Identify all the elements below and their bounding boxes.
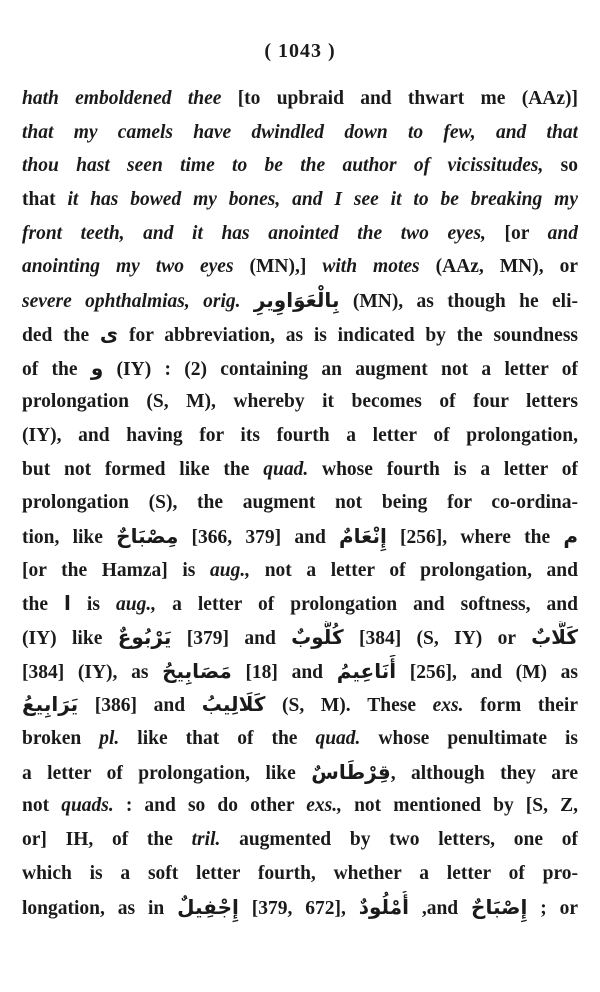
- arabic-word: إِجْفِيلٌ: [177, 894, 239, 919]
- text-line: [22, 587, 578, 621]
- italic-text: quads.: [61, 795, 114, 817]
- arabic-word: كَلَّابٌ: [531, 625, 578, 649]
- text-segment: [386] and: [78, 695, 202, 717]
- arabic-word: ى: [99, 321, 119, 346]
- text-line: [22, 789, 578, 823]
- arabic-word: إِصْبَاحٌ: [471, 894, 528, 919]
- text-body: [22, 82, 578, 924]
- text-segment: prolongation (S), the augment not being for co-ordina-: [22, 492, 578, 514]
- text-segment: [384] (S, IY) or: [343, 628, 532, 649]
- text-line: [22, 453, 578, 487]
- text-segment: not mentioned by [S, Z,: [341, 795, 578, 817]
- italic-text: it has bowed my bones, and I see it to be breaking my: [67, 189, 578, 211]
- text-segment: [384] (IY), as: [22, 661, 163, 683]
- text-segment: a letter of prolongation and softness, and: [156, 594, 578, 616]
- text-line: [22, 284, 578, 318]
- text-segment: (IY) like: [22, 628, 118, 649]
- text-segment: (S, M). These: [265, 695, 433, 717]
- text-line: [22, 554, 578, 588]
- arabic-word: و: [90, 355, 104, 380]
- text-segment: that: [22, 189, 68, 211]
- italic-text: and: [547, 222, 578, 244]
- italic-text: exs.,: [306, 795, 342, 817]
- italic-text: with motes: [322, 256, 420, 278]
- text-segment: which is a soft letter fourth, whether a letter of pro-: [22, 862, 578, 884]
- italic-text: that my camels have dwindled down to few, and that: [22, 121, 578, 143]
- arabic-word: يَرَابِيعُ: [22, 692, 79, 717]
- text-segment: not: [22, 795, 62, 817]
- text-segment: for abbreviation, as is indicated by the soundness: [118, 324, 578, 346]
- text-segment: ,and: [408, 897, 472, 919]
- text-segment: not a letter of prolongation, and: [250, 559, 578, 581]
- text-line: [22, 857, 578, 891]
- text-segment: [240, 291, 253, 312]
- italic-text: anointing my two eyes: [22, 256, 234, 278]
- text-segment: longation, as in: [22, 897, 178, 919]
- text-line: [22, 722, 578, 756]
- arabic-word: ا: [64, 591, 71, 616]
- text-segment: [256], where the: [386, 526, 564, 548]
- text-line: [22, 149, 578, 183]
- text-segment: : and so do other: [113, 795, 307, 817]
- italic-text: exs.: [432, 695, 464, 717]
- text-segment: [18] and: [231, 661, 337, 683]
- text-segment: tion, like: [22, 526, 117, 548]
- text-segment: (IY), and having for its fourth a letter of prolongation,: [22, 424, 578, 446]
- text-segment: ; or: [527, 897, 578, 919]
- text-line: [22, 318, 578, 352]
- arabic-word: مَصَابِيحُ: [162, 658, 232, 683]
- text-segment: the: [22, 594, 65, 616]
- arabic-word: م: [563, 523, 578, 548]
- text-segment: (MN), as though he eli-: [339, 291, 578, 313]
- italic-text: aug.,: [115, 594, 157, 616]
- text-line: [22, 621, 578, 655]
- text-line: [22, 116, 578, 150]
- italic-text: front teeth, and it has anointed the two eyes,: [22, 222, 486, 244]
- text-line: [22, 823, 578, 857]
- text-line: [22, 486, 578, 520]
- italic-text: tril.: [191, 829, 221, 851]
- italic-text: quad.: [263, 458, 309, 480]
- text-segment: prolongation (S, M), whereby it becomes of four letters: [22, 391, 578, 413]
- text-line: [22, 385, 578, 419]
- text-segment: augmented by two letters, one of: [220, 829, 578, 851]
- text-line: [22, 82, 578, 116]
- text-segment: of the: [22, 358, 91, 380]
- text-line: [22, 688, 578, 722]
- arabic-word: كَلَالِيبُ: [201, 692, 266, 717]
- text-segment: [379, 672],: [238, 897, 359, 919]
- arabic-word: بِالْعَوَاوِيرِ: [253, 288, 340, 313]
- italic-text: pl.: [99, 728, 120, 750]
- text-segment: [or the Hamza] is: [22, 559, 210, 581]
- text-segment: is: [70, 594, 116, 616]
- text-line: [22, 756, 578, 790]
- arabic-word: مِصْبَاحٌ: [116, 523, 179, 548]
- text-segment: [to upbraid and thwart me (AAz)]: [221, 88, 578, 109]
- text-segment: whose penultimate is: [360, 728, 578, 750]
- text-line: [22, 520, 578, 554]
- text-segment: [or: [485, 222, 548, 244]
- italic-text: severe ophthalmias, orig.: [22, 291, 241, 313]
- text-line: [22, 217, 578, 251]
- text-segment: (AAz, MN), or: [419, 256, 578, 278]
- text-segment: ded the: [22, 324, 100, 346]
- text-segment: , although they are: [390, 762, 578, 784]
- arabic-word: أُمْلُودٌ: [358, 894, 409, 919]
- text-segment: so: [543, 155, 578, 177]
- text-line: [22, 655, 578, 689]
- arabic-word: إِنْعَامٌ: [339, 523, 387, 548]
- text-line: [22, 352, 578, 386]
- text-segment: [379] and: [171, 628, 292, 649]
- italic-text: hath emboldened thee: [22, 88, 222, 109]
- text-segment: (MN),]: [233, 256, 323, 278]
- page-number: ( 1043 ): [264, 40, 336, 62]
- arabic-word: يَرْبُوعٌ: [117, 625, 172, 649]
- text-segment: but not formed like the: [22, 458, 264, 480]
- text-segment: [366, 379] and: [178, 526, 339, 548]
- arabic-word: أَنَاعِيمُ: [336, 658, 397, 683]
- text-segment: whose fourth is a letter of: [308, 458, 578, 480]
- italic-text: quad.: [315, 728, 361, 750]
- text-segment: (IY) : (2) containing an augment not a letter of: [103, 358, 578, 380]
- text-segment: or] IH, of the: [22, 829, 192, 851]
- text-segment: a letter of prolongation, like: [22, 762, 312, 784]
- text-line: [22, 891, 578, 925]
- text-line: [22, 250, 578, 284]
- italic-text: aug.,: [209, 559, 251, 581]
- text-segment: form their: [463, 695, 578, 717]
- arabic-word: كُلُّوبٌ: [291, 625, 344, 649]
- italic-text: thou hast seen time to be the author of vicissitudes,: [22, 155, 544, 177]
- text-segment: like that of the: [119, 728, 316, 750]
- arabic-word: قِرْطَاسٌ: [311, 759, 391, 784]
- text-line: [22, 419, 578, 453]
- text-line: [22, 183, 578, 217]
- text-segment: [256], and (M) as: [396, 661, 578, 683]
- text-segment: broken: [22, 728, 100, 750]
